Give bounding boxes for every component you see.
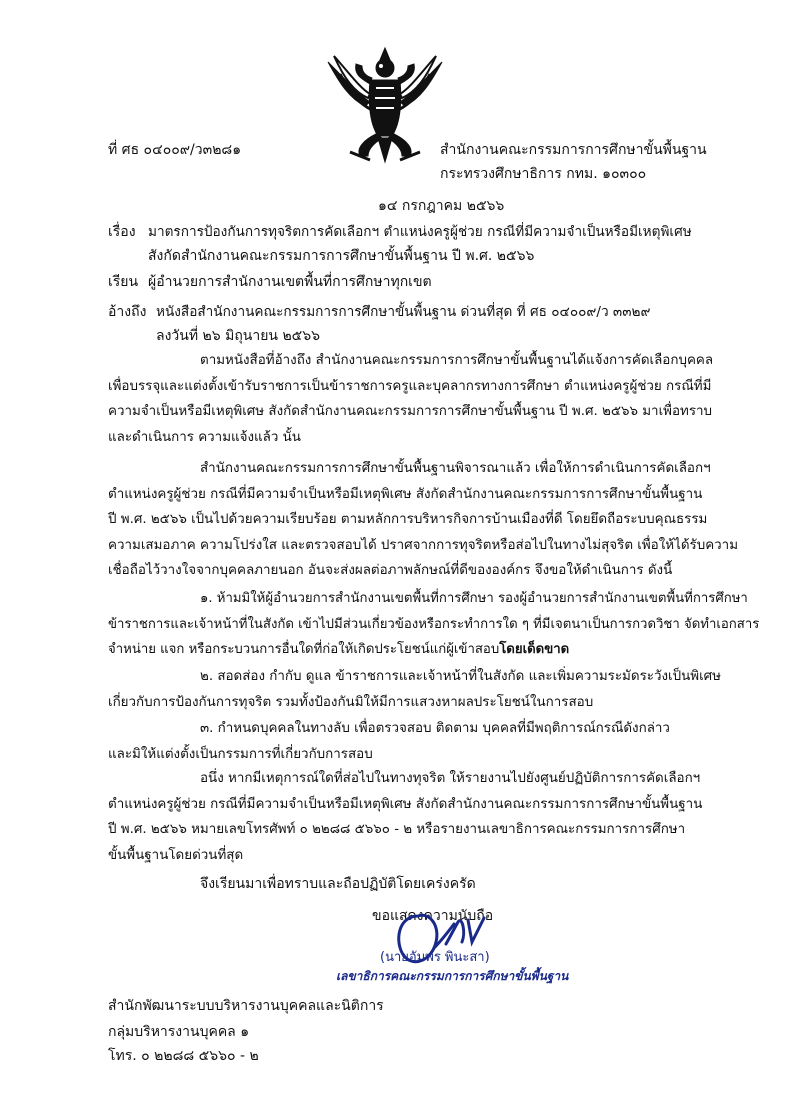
paragraph-line: ตำแหน่งครูผู้ช่วย กรณีที่มีความจำเป็นหรือมีเหตุพิเศษ สังกัดสำนักงานคณะกรรมการการศึกษาขั้นพื้นฐาน	[108, 796, 703, 812]
recipient-text: ผู้อำนวยการสำนักงานเขตพื้นที่การศึกษาทุกเขต	[148, 274, 432, 290]
paragraph-2	[108, 456, 740, 584]
paragraph-line	[108, 637, 740, 663]
agency-address: กระทรวงศึกษาธิการ กทม. ๑๐๓๐๐	[440, 166, 647, 182]
paragraph-line: ขั้นพื้นฐานโดยด่วนที่สุด	[108, 847, 244, 863]
paragraph-line: ความเสมอภาค ความโปร่งใส และตรวจสอบได้ ปราศจากการทุจริตหรือส่อไปในทางไม่สุจริต เพื่อให้ได้รับความ	[108, 537, 739, 553]
footer-phone: โทร. ๐ ๒๒๘๘ ๕๖๖๐ - ๒	[108, 1048, 259, 1064]
regards: ขอแสดงความนับถือ	[372, 908, 494, 924]
reference-label: อ้างถึง	[108, 304, 147, 320]
footer-office: สำนักพัฒนาระบบบริหารงานบุคคลและนิติการ	[108, 998, 384, 1014]
paragraph-line: ความจำเป็นหรือมีเหตุพิเศษ สังกัดสำนักงานคณะกรรมการการศึกษาขั้นพื้นฐาน ปี พ.ศ. ๒๕๖๖ มาเพื่อทราบ	[108, 404, 713, 419]
reference-line-1: หนังสือสำนักงานคณะกรรมการการศึกษาขั้นพื้นฐาน ด่วนที่สุด ที่ ศธ ๐๔๐๐๙/ว ๓๓๒๙	[156, 304, 651, 320]
paragraph-line: เพื่อบรรจุและแต่งตั้งเข้ารับราชการเป็นข้าราชการครูและบุคลากรทางการศึกษา ตำแหน่งครูผู้ช่วย กรณีที่มี	[108, 378, 712, 394]
paragraph-line: เกี่ยวกับการป้องกันการทุจริต รวมทั้งป้องกันมิให้มีการแสวงหาผลประโยชน์ในการสอบ	[108, 694, 594, 710]
paragraph-1	[108, 348, 740, 450]
measure-item-3	[108, 716, 740, 767]
paragraph-line: และมิให้แต่งตั้งเป็นกรรมการที่เกี่ยวกับการสอบ	[108, 746, 373, 762]
paragraph-line: ๓. กำหนดบุคคลในทางลับ เพื่อตรวจสอบ ติดตาม บุคคลที่มีพฤติการณ์กรณีดังกล่าว	[200, 721, 670, 736]
closing-sentence: จึงเรียนมาเพื่อทราบและถือปฏิบัติโดยเคร่งครัด	[200, 876, 476, 892]
paragraph-line: อนึ่ง หากมีเหตุการณ์ใดที่ส่อไปในทางทุจริต ให้รายงานไปยังศูนย์ปฏิบัติการการคัดเลือกฯ	[200, 771, 701, 786]
item-1-text: จำหน่าย แจก หรือกระบวนการอื่นใดที่ก่อให้เกิดประโยชน์แก่ผู้เข้าสอบ	[108, 642, 500, 657]
paragraph-line: สำนักงานคณะกรรมการการศึกษาขั้นพื้นฐานพิจารณาแล้ว เพื่อให้การดำเนินการคัดเลือกฯ	[200, 461, 711, 476]
paragraph-line: ปี พ.ศ. ๒๕๖๖ เป็นไปด้วยความเรียบร้อย ตามหลักการบริหารกิจการบ้านเมืองที่ดี โดยยึดถือระบบคุณธรรม	[108, 512, 708, 527]
paragraph-3	[108, 766, 740, 868]
measure-item-1	[108, 586, 760, 663]
paragraph-line: ๑. ห้ามมิให้ผู้อำนวยการสำนักงานเขตพื้นที่การศึกษา รองผู้อำนวยการสำนักงานเขตพื้นที่การศึกษา	[200, 591, 748, 606]
paragraph-line: ๒. สอดส่อง กำกับ ดูแล ข้าราชการและเจ้าหน้าที่ในสังกัด และเพิ่มความระมัดระวังเป็นพิเศษ	[200, 669, 721, 684]
signatory-title: เลขาธิการคณะกรรมการการศึกษาขั้นพื้นฐาน	[336, 969, 569, 983]
subject-label: เรื่อง	[108, 224, 136, 240]
document-number: ที่ ศธ ๐๔๐๐๙/ว๓๒๘๑	[108, 142, 242, 158]
measure-item-2	[108, 664, 740, 715]
subject-line-2: สังกัดสำนักงานคณะกรรมการการศึกษาขั้นพื้นฐาน ปี พ.ศ. ๒๕๖๖	[148, 248, 535, 264]
subject-line-1: มาตรการป้องกันการทุจริตการคัดเลือกฯ ตำแหน่งครูผู้ช่วย กรณีที่มีความจำเป็นหรือมีเหตุพิเศษ	[148, 224, 692, 240]
agency-name: สำนักงานคณะกรรมการการศึกษาขั้นพื้นฐาน	[440, 142, 707, 158]
paragraph-line: ปี พ.ศ. ๒๕๖๖ หมายเลขโทรศัพท์ ๐ ๒๒๘๘ ๕๖๖๐ - ๒ หรือรายงานเลขาธิการคณะกรรมการการศึกษา	[108, 822, 686, 837]
recipient-label: เรียน	[108, 274, 139, 290]
reference-line-2: ลงวันที่ ๒๖ มิถุนายน ๒๕๖๖	[156, 328, 321, 344]
emphasis-strictly: โดยเด็ดขาด	[499, 642, 570, 657]
paragraph-line: ตามหนังสือที่อ้างถึง สำนักงานคณะกรรมการการศึกษาขั้นพื้นฐานได้แจ้งการคัดเลือกบุคคล	[200, 353, 714, 368]
paragraph-line: ตำแหน่งครูผู้ช่วย กรณีที่มีความจำเป็นหรือมีเหตุพิเศษ สังกัดสำนักงานคณะกรรมการการศึกษาขั้นพื้นฐาน	[108, 486, 703, 502]
footer-group: กลุ่มบริหารงานบุคคล ๑	[108, 1024, 250, 1040]
signatory-name: (นายอัมพร พินะสา)	[380, 950, 490, 965]
garuda-emblem	[320, 44, 450, 164]
paragraph-line: ข้าราชการและเจ้าหน้าที่ในสังกัด เข้าไปมีส่วนเกี่ยวข้องหรือกระทำการใด ๆ ที่มีเจตนาเป็นการกวดวิชา จัดทำเอกสาร	[108, 616, 760, 632]
paragraph-line: และดำเนินการ ความแจ้งแล้ว นั้น	[108, 429, 301, 445]
paragraph-line: เชื่อถือไว้วางใจจากบุคคลภายนอก อันจะส่งผลต่อภาพลักษณ์ที่ดีขององค์กร จึงขอให้ดำเนินการ ดังนี้	[108, 563, 673, 578]
document-date: ๑๔ กรกฎาคม ๒๕๖๖	[378, 198, 505, 214]
